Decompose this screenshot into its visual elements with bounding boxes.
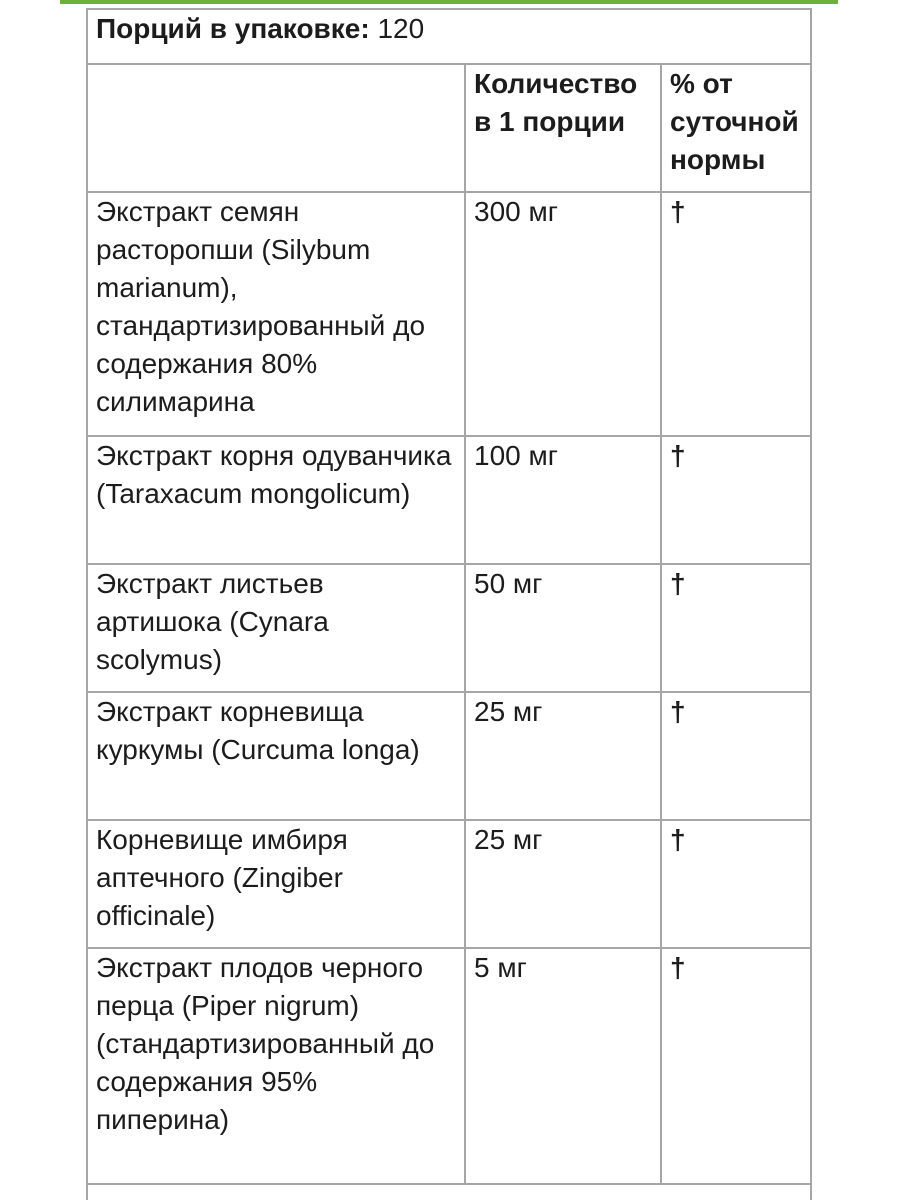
table-row: [88, 692, 812, 820]
ingredient-amount: 50 мг: [465, 564, 661, 692]
ingredient-name: Экстракт листьев артишока (Cynara scolymus): [88, 564, 465, 692]
ingredient-name: Экстракт семян расторопши (Silybum marianum), стандартизированный до содержания 80% силимарина: [88, 192, 465, 436]
header-daily-value: % от суточной нормы: [661, 64, 812, 192]
table-row: [88, 948, 812, 1184]
servings-cell: [88, 10, 812, 64]
ingredient-name: Экстракт корневища куркумы (Curcuma longa): [88, 692, 465, 820]
table-row: [88, 192, 812, 436]
ingredient-name: Экстракт корня одуванчика (Taraxacum mongolicum): [88, 436, 465, 564]
table-row: [88, 436, 812, 564]
accent-bar: [60, 0, 838, 4]
ingredient-amount: 5 мг: [465, 948, 661, 1184]
servings-label: Порций в упаковке:: [96, 13, 370, 44]
daily-value-dagger: †: [661, 692, 812, 820]
daily-value-dagger: †: [661, 436, 812, 564]
header-amount: Количество в 1 порции: [465, 64, 661, 192]
daily-value-dagger: †: [661, 564, 812, 692]
daily-value-dagger: †: [661, 948, 812, 1184]
header-ingredient: [88, 64, 465, 192]
table-row: [88, 564, 812, 692]
ingredient-name: Экстракт плодов черного перца (Piper nigrum) (стандартизированный до содержания 95% пиперина): [88, 948, 465, 1184]
ingredient-amount: 25 мг: [465, 820, 661, 948]
daily-value-dagger: †: [661, 820, 812, 948]
supplement-facts-panel: [86, 8, 812, 1200]
ingredient-amount: 25 мг: [465, 692, 661, 820]
servings-row: [88, 10, 812, 64]
daily-value-dagger: †: [661, 192, 812, 436]
ingredient-amount: 300 мг: [465, 192, 661, 436]
ingredient-name: Корневище имбиря аптечного (Zingiber officinale): [88, 820, 465, 948]
servings-value: 120: [377, 13, 425, 44]
ingredient-amount: 100 мг: [465, 436, 661, 564]
table-row: [88, 820, 812, 948]
header-row: [88, 64, 812, 192]
supplement-facts-table: [88, 10, 812, 1185]
